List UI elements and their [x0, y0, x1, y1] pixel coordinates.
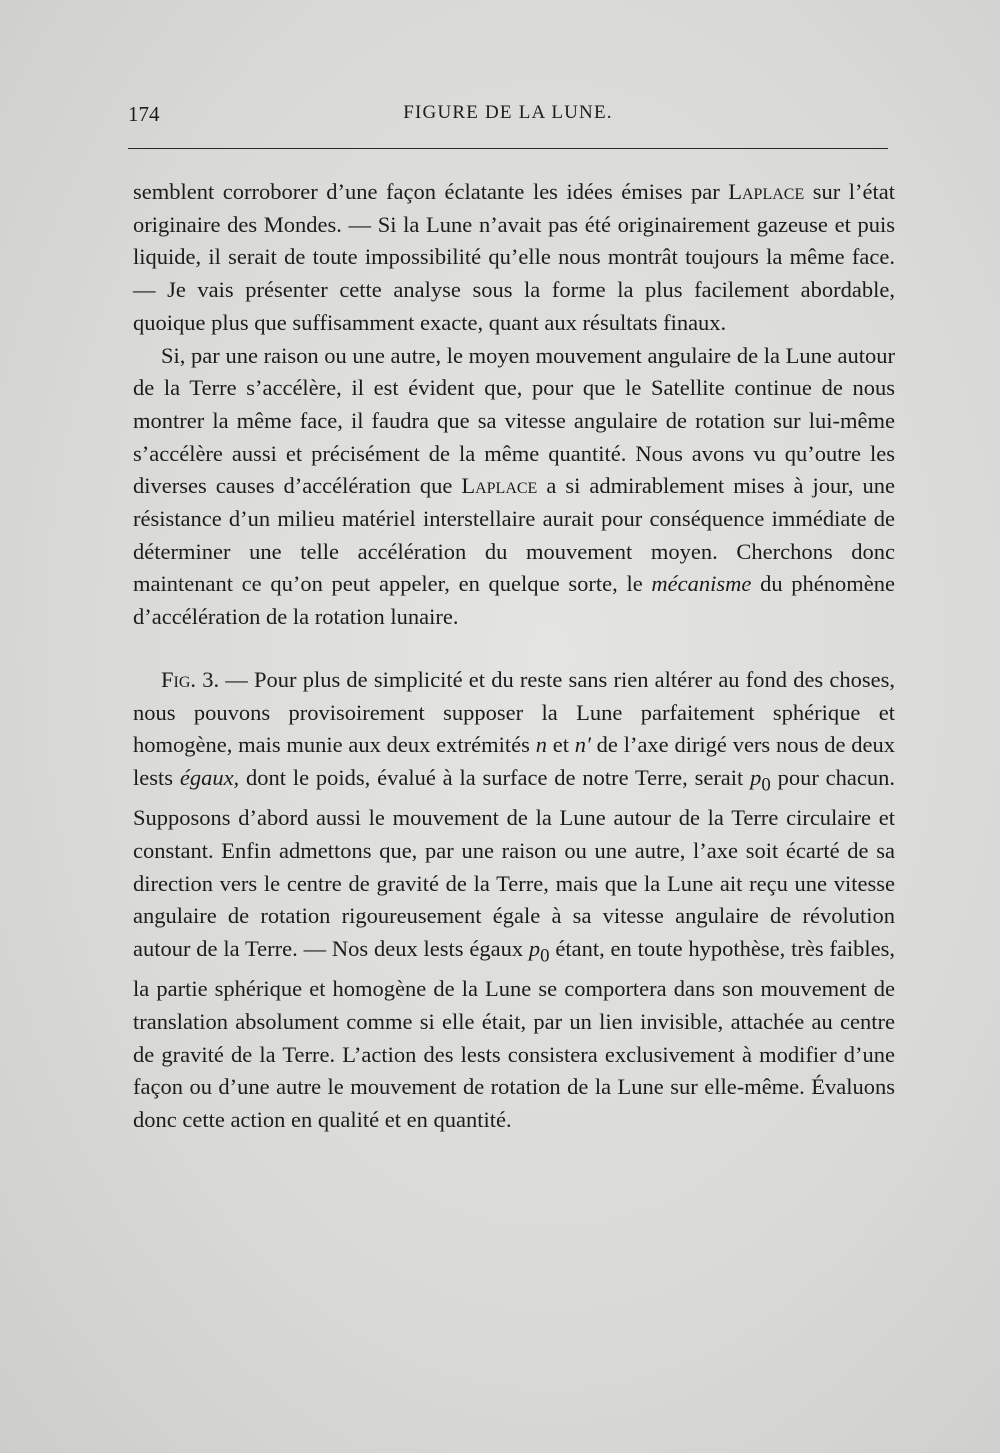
author-name-laplace: Laplace	[728, 179, 805, 204]
text-span: pour chacun. Supposons d’abord aussi le mouvement de la Lune autour de la Terre circulaire et constant. Enfin admettons que, par une raison ou une autre, l’axe soit écarté de sa direction vers le centre de gravité de la Terre, mais que la Lune ait reçu une vitesse angulaire de rotation rigoureusement égale à sa vitesse angulaire de révolution autour de la Terre. — Nos deux lests égaux	[133, 764, 895, 961]
page-number: 174	[128, 102, 160, 126]
page-header	[128, 96, 888, 130]
paragraph-gap	[133, 634, 895, 664]
text-span: Si, par une raison ou une autre, le moyen mouvement angulaire de la Lune autour de la Terre s’accélère, il est évident que, pour que le Satellite continue de nous montrer la même face, il faudra que sa vitesse angulaire de rotation sur lui-même s’accélère aussi et précisément de la même quantité. Nous avons vu qu’outre les diverses causes d’accélération que	[133, 342, 895, 499]
running-title: FIGURE DE LA LUNE.	[403, 102, 613, 123]
text-span: a si admirablement mises à jour, une résistance d’un milieu matériel interstellaire aurait pour conséquence immédiate de déterminer une telle accélération du mouvement moyen. Cherchons donc maintenant ce qu’on peut appeler, en quelque sorte, le	[133, 473, 895, 597]
paragraph-3	[133, 664, 895, 1137]
text-span: dont le poids, évalué à la surface de notre Terre, serait	[239, 764, 751, 790]
paragraph-2	[133, 340, 895, 634]
text-span: semblent corroborer d’une façon éclatante les idées émises par	[133, 179, 729, 204]
italic-term: égaux,	[179, 764, 240, 790]
variable-n: n	[535, 732, 547, 758]
text-span: de l’axe dirigé vers nous de deux lests	[133, 732, 895, 790]
text-span: du phénomène d’accélération de la rotation lunaire.	[133, 571, 895, 630]
italic-term: mécanisme	[651, 571, 752, 597]
variable-n-prime: n′	[574, 732, 591, 758]
paragraph-1	[133, 176, 895, 340]
text-span: 3. — Pour plus de simplicité et du reste sans rien altérer au fond des choses, nous pouvons provisoirement supposer la Lune parfaitement sphérique et homogène, mais munie aux deux extrémités	[133, 666, 895, 758]
text-span: étant, en toute hypothèse, très faibles, la partie sphérique et homogène de la Lune se comportera dans son mouvement de translation absolument comme si elle était, par un lien invisible, attachée au centre de gravité de la Terre. L’action des lests consistera exclusivement à modifier d’une façon ou d’une autre le mouvement de rotation de la Lune sur elle-même. Évaluons donc cette action en qualité et en quantité.	[133, 935, 895, 1132]
variable-p: p	[528, 935, 541, 961]
author-name-laplace: Laplace	[461, 473, 538, 499]
text-span: sur l’état originaire des Mondes. — Si la Lune n’avait pas été originairement gazeuse et puis liquide, il serait de toute impossibilité qu’elle nous montrât toujours la même face. — Je vais présenter cette analyse sous la forme la plus facilement abordable, quoique plus que suffisamment exacte, quant aux résultats finaux.	[133, 179, 896, 335]
subscript-zero: 0	[540, 945, 550, 967]
figure-label: Fig.	[161, 666, 197, 692]
variable-p: p	[750, 764, 762, 790]
text-span: et	[546, 732, 575, 758]
header-rule	[128, 148, 888, 149]
subscript-zero: 0	[761, 774, 771, 796]
body-text	[133, 176, 895, 1137]
